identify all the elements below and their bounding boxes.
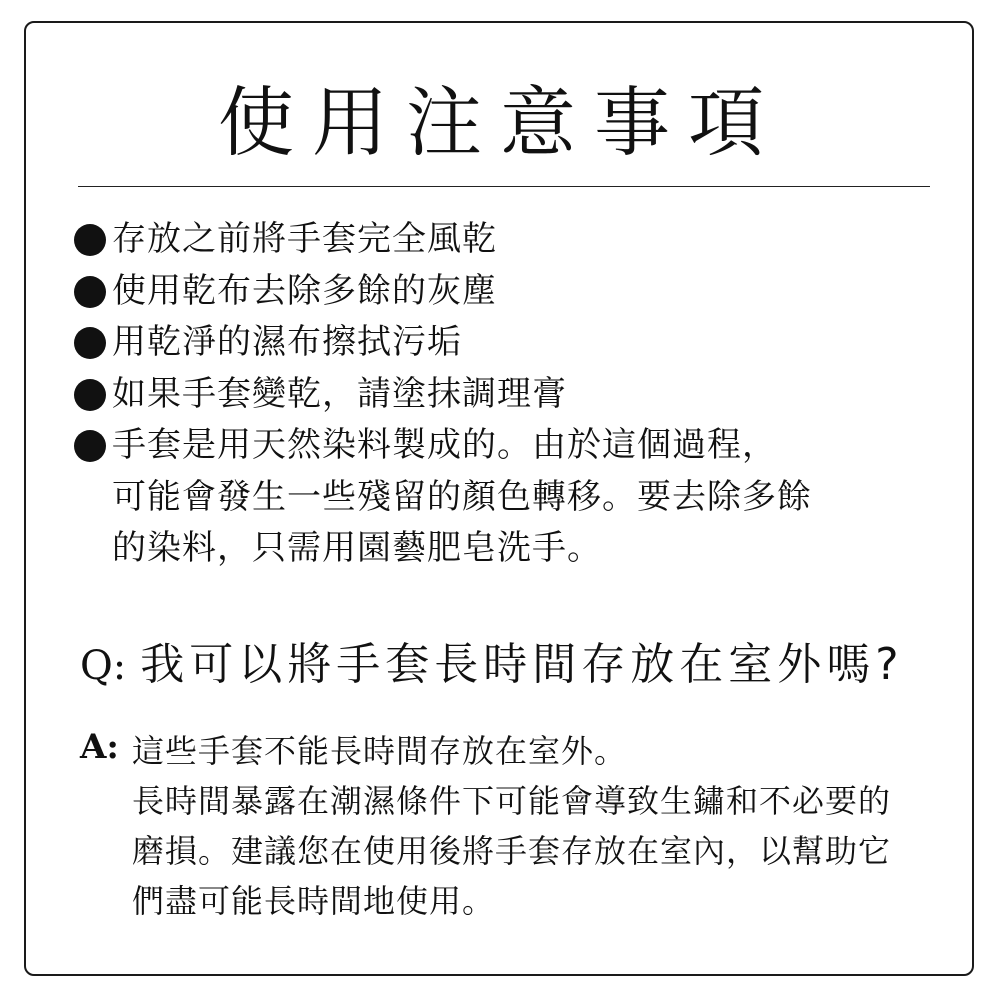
bullet-icon xyxy=(74,276,106,308)
question-text: 我可以將手套長時間存放在室外嗎? xyxy=(140,639,904,690)
question-prefix: Q: xyxy=(80,643,127,689)
answer-prefix: A: xyxy=(80,727,119,767)
bullet-icon xyxy=(74,430,106,462)
tip-text: 使用乾布去除多餘的灰塵 xyxy=(112,270,497,311)
tip-text: 如果手套變乾，請塗抹調理膏 xyxy=(112,373,567,414)
tip-text: 用乾淨的濕布擦拭污垢 xyxy=(112,322,462,362)
page-title: 使用注意事項 xyxy=(218,78,782,167)
tip-text: 手套是用天然染料製成的。由於這個過程， 可能會發生一些殘留的顏色轉移。要去除多餘 的染料，只需用園藝肥皂洗手。 xyxy=(112,425,812,568)
bullet-icon xyxy=(74,224,106,256)
answer-body xyxy=(132,726,940,926)
list-item xyxy=(74,369,954,421)
bullet-icon xyxy=(74,327,106,359)
list-item xyxy=(74,420,954,575)
title-divider xyxy=(78,186,930,187)
bullet-icon xyxy=(74,379,106,411)
tip-text: 存放之前將手套完全風乾 xyxy=(112,219,497,259)
list-item xyxy=(74,214,954,266)
list-item xyxy=(74,266,954,318)
answer-line: 長時間暴露在潮濕條件下可能會導致生鏽和不必要的 xyxy=(132,782,892,820)
answer-line: 磨損。建議您在使用後將手套存放在室內，以幫助它 xyxy=(132,832,892,870)
answer-line: 這些手套不能長時間存放在室外。 xyxy=(132,732,628,770)
list-item xyxy=(74,317,954,369)
faq-question xyxy=(80,628,960,692)
care-tips-list xyxy=(74,214,954,575)
answer-line: 們盡可能長時間地使用。 xyxy=(132,882,496,920)
faq-answer xyxy=(80,726,940,926)
